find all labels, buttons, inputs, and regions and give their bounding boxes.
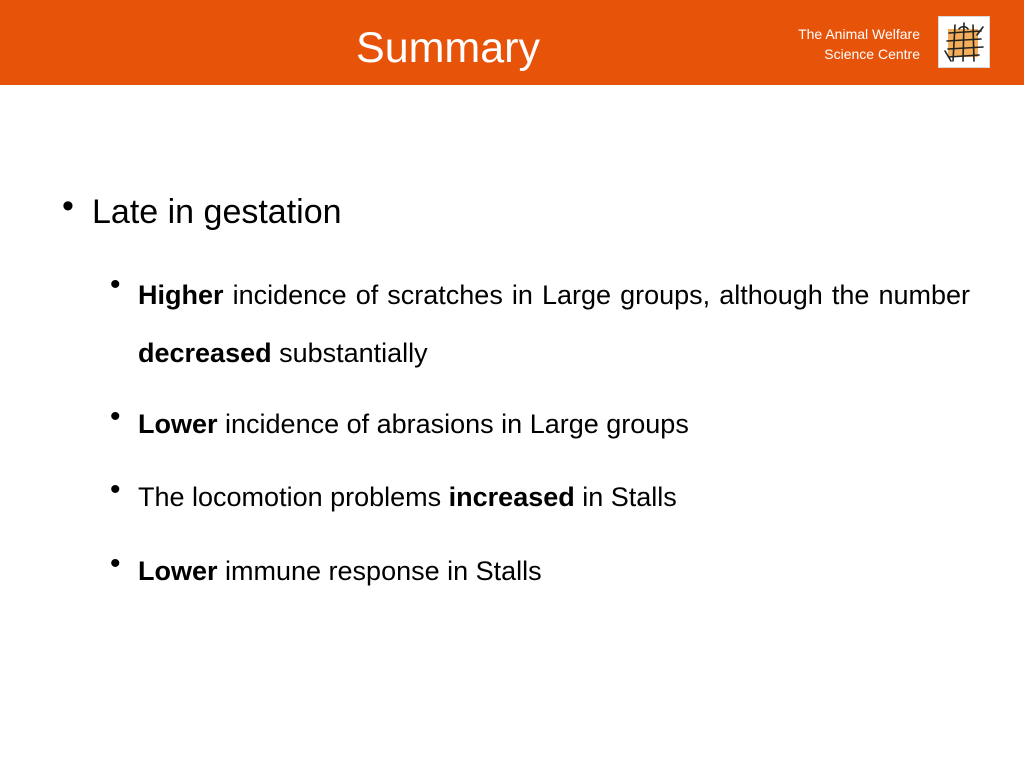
sub-bullet-immune: [110, 547, 970, 591]
page-title: Summary: [356, 24, 540, 72]
organization-name-line-1: The Animal Welfare: [798, 26, 920, 42]
sub-bullet-scratches: [110, 266, 970, 386]
emphasis-lower: Lower: [138, 556, 218, 586]
header-bar: [0, 0, 1024, 85]
bullet-text: Late in gestation: [92, 193, 342, 231]
text-segment: incidence of abrasions in Large groups: [217, 409, 689, 439]
bullet-dot: •: [62, 187, 74, 225]
bullet-dot: •: [110, 547, 121, 580]
emphasis-lower: Lower: [138, 409, 218, 439]
text-segment: immune response in Stalls: [217, 556, 542, 586]
text-segment: in Stalls: [574, 482, 677, 512]
sub-bullet-locomotion: [110, 473, 970, 517]
text-segment: substantially: [271, 338, 428, 368]
animal-welfare-logo-icon: [938, 16, 990, 68]
bullet-dot: •: [110, 473, 121, 506]
emphasis-increased: increased: [448, 482, 575, 512]
emphasis-higher: Higher: [138, 280, 224, 310]
sub-bullet-text: [138, 266, 970, 382]
emphasis-decreased: decreased: [138, 338, 272, 368]
bullet-dot: •: [110, 268, 121, 301]
sub-bullet-text: [138, 404, 689, 444]
sub-bullet-text: [138, 477, 677, 517]
organization-name-line-2: Science Centre: [824, 46, 920, 62]
sub-bullet-abrasions: [110, 400, 970, 444]
organization-name: [700, 24, 920, 64]
sub-bullet-text: [138, 551, 542, 591]
text-segment: incidence of scratches in Large groups, although the number: [223, 280, 970, 310]
bullet-dot: •: [110, 400, 121, 433]
text-segment: The locomotion problems: [138, 482, 449, 512]
